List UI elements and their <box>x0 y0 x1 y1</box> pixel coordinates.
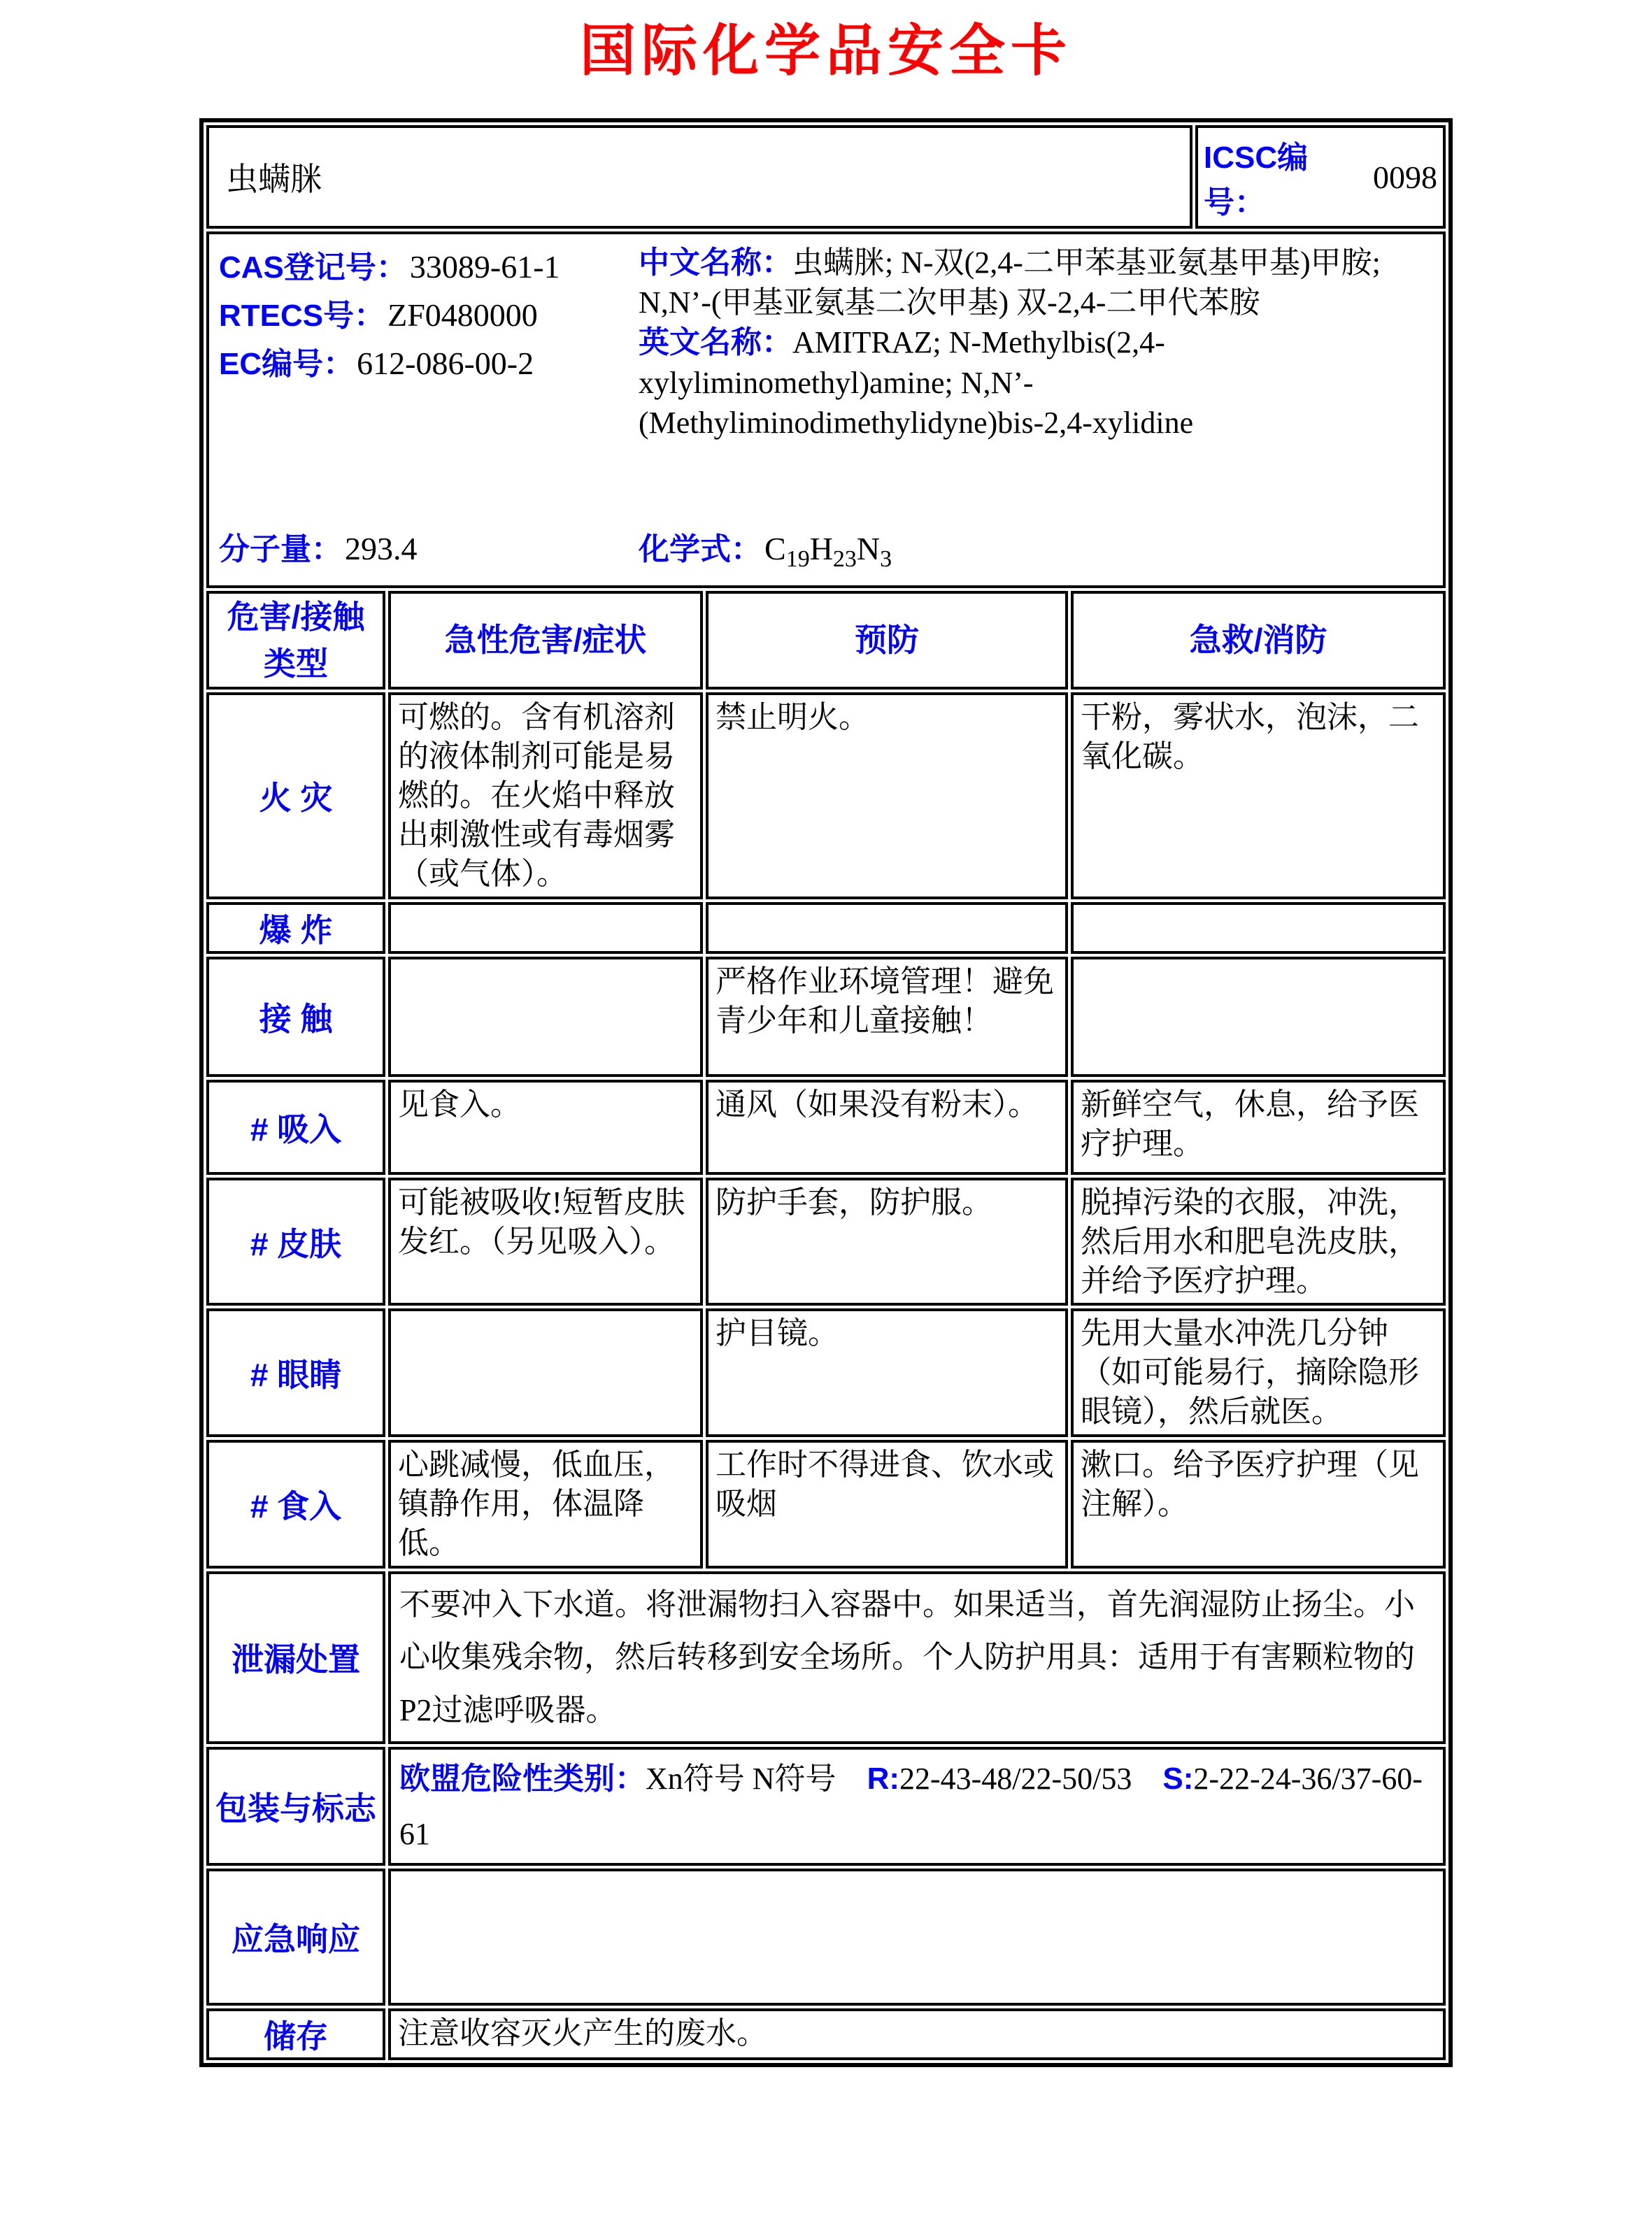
ingestion-symptom-cell: 心跳减慢，低血压，镇静作用，体温降低。 <box>388 1440 703 1569</box>
rtecs-value: ZF0480000 <box>387 297 538 333</box>
fire-prevention-cell: 禁止明火。 <box>706 692 1068 899</box>
explosion-type-cell: 爆 炸 <box>206 902 385 954</box>
molecular-weight-value: 293.4 <box>345 531 418 566</box>
packaging-type-cell: 包装与标志 <box>206 1747 385 1866</box>
icsc-number: 0098 <box>1373 159 1437 195</box>
table-header-row <box>206 591 1446 690</box>
ec-label: EC编号： <box>219 347 355 381</box>
skin-first-aid-cell: 脱掉污染的衣服，冲洗，然后用水和肥皂洗皮肤，并给予医疗护理。 <box>1071 1178 1446 1306</box>
page-title: 国际化学品安全卡 <box>580 17 1072 83</box>
cas-label: CAS登记号： <box>219 250 407 285</box>
table-row-explosion <box>206 902 1446 954</box>
header-acute-hazards: 急性危害/症状 <box>388 591 703 690</box>
ingestion-prevention-cell: 工作时不得进食、饮水或吸烟 <box>706 1440 1068 1569</box>
eyes-type-cell: # 眼睛 <box>206 1308 385 1437</box>
contact-type-cell: 接 触 <box>206 957 385 1077</box>
chinese-name-label: 中文名称： <box>639 245 792 280</box>
emergency-type-cell: 应急响应 <box>206 1869 385 2006</box>
cas-value: 33089-61-1 <box>409 249 560 285</box>
ingestion-type-cell: # 食入 <box>206 1440 385 1569</box>
spill-type-cell: 泄漏处置 <box>206 1571 385 1744</box>
table-row-skin <box>206 1178 1446 1306</box>
info-row <box>206 231 1446 588</box>
eu-hazard-class-label: 欧盟危险性类别： <box>399 1761 646 1796</box>
table-row-emergency-response <box>206 1869 1446 2006</box>
skin-prevention-cell: 防护手套，防护服。 <box>706 1178 1068 1306</box>
contact-prevention-cell: 严格作业环境管理！避免青少年和儿童接触！ <box>706 957 1068 1077</box>
substance-name: 虫螨脒 <box>226 162 322 197</box>
eu-hazard-class-value: Xn符号 N符号 <box>646 1761 836 1796</box>
safety-card <box>199 118 1453 2067</box>
header-hazard-type: 危害/接触 类型 <box>206 591 385 690</box>
fire-first-aid-cell: 干粉，雾状水，泡沫，二氧化碳。 <box>1071 692 1446 899</box>
rtecs-label: RTECS号： <box>219 299 385 333</box>
header-prevention: 预防 <box>706 591 1068 690</box>
icsc-label: ICSC编号： <box>1204 141 1309 220</box>
english-name-label: 英文名称： <box>639 325 792 360</box>
fire-type-cell: 火 灾 <box>206 692 385 899</box>
table-row-inhalation <box>206 1080 1446 1175</box>
explosion-prevention-cell <box>706 902 1068 954</box>
explosion-first-aid-cell <box>1071 902 1446 954</box>
contact-symptom-cell <box>388 957 703 1077</box>
table-row-eyes <box>206 1308 1446 1437</box>
table-row-storage <box>206 2008 1446 2060</box>
info-cell <box>206 231 1446 588</box>
molecular-weight-label: 分子量： <box>219 532 342 566</box>
ec-value: 612-086-00-2 <box>357 345 534 381</box>
inhalation-first-aid-cell: 新鲜空气，休息，给予医疗护理。 <box>1071 1080 1446 1175</box>
cas-line <box>219 243 639 291</box>
inhalation-symptom-cell: 见食入。 <box>388 1080 703 1175</box>
skin-type-cell: # 皮肤 <box>206 1178 385 1306</box>
r-phrases-value: 22-43-48/22-50/53 <box>899 1761 1132 1796</box>
s-phrases-value: 2-22-24-36/37-60-61 <box>399 1761 1423 1851</box>
s-phrases-label: S: <box>1162 1761 1194 1796</box>
spill-content-cell: 不要冲入下水道。将泄漏物扫入容器中。如果适当，首先润湿防止扬尘。小心收集残余物，然后转移到安全场所。个人防护用具：适用于有害颗粒物的P2过滤呼吸器。 <box>388 1571 1446 1744</box>
inhalation-type-cell: # 吸入 <box>206 1080 385 1175</box>
chinese-name-paragraph <box>639 243 1430 322</box>
packaging-content-cell <box>388 1747 1446 1866</box>
table-row-fire <box>206 692 1446 899</box>
english-name-paragraph <box>639 322 1430 443</box>
table-row-packaging <box>206 1747 1446 1866</box>
skin-symptom-cell: 可能被吸收!短暂皮肤发红。（另见吸入）。 <box>388 1178 703 1306</box>
identifiers-block <box>219 243 639 569</box>
inhalation-prevention-cell: 通风（如果没有粉末）。 <box>706 1080 1068 1175</box>
eyes-prevention-cell: 护目镜。 <box>706 1308 1068 1437</box>
names-block <box>639 243 1430 573</box>
storage-content-cell: 注意收容灭火产生的废水。 <box>388 2008 1446 2060</box>
ec-line <box>219 339 639 387</box>
ingestion-first-aid-cell: 漱口。给予医疗护理（见注解）。 <box>1071 1440 1446 1569</box>
header-first-aid: 急救/消防 <box>1071 591 1446 690</box>
name-row <box>206 125 1446 229</box>
contact-first-aid-cell <box>1071 957 1446 1077</box>
chinese-name-value: 虫螨脒; N-双(2,4-二甲苯基亚氨基甲基)甲胺; N,N’-(甲基亚氨基二次甲基) 双-2,4-二甲代苯胺 <box>639 245 1381 320</box>
icsc-number-cell <box>1195 125 1446 229</box>
table-row-contact <box>206 957 1446 1077</box>
formula-label: 化学式： <box>639 532 762 566</box>
table-row-spill-disposal <box>206 1571 1446 1744</box>
rtecs-line <box>219 291 639 339</box>
fire-symptom-cell: 可燃的。含有机溶剂的液体制剂可能是易燃的。在火焰中释放出刺激性或有毒烟雾（或气体）。 <box>388 692 703 899</box>
formula-line <box>639 524 1430 573</box>
r-phrases-label: R: <box>867 1761 899 1796</box>
english-name-value: AMITRAZ; N-Methylbis(2,4-xylyliminomethyl)amine; N,N’-(Methyliminodimethylidyne)bis-2,4-xylidine <box>639 325 1194 440</box>
storage-type-cell: 储存 <box>206 2008 385 2060</box>
emergency-content-cell <box>388 1869 1446 2006</box>
chemical-formula: $C_{19}H_{23}N_3$ <box>764 531 892 573</box>
substance-name-cell <box>206 125 1192 229</box>
table-row-ingestion <box>206 1440 1446 1569</box>
eyes-symptom-cell <box>388 1308 703 1437</box>
molecular-weight-line <box>219 524 639 569</box>
eyes-first-aid-cell: 先用大量水冲洗几分钟（如可能易行，摘除隐形眼镜），然后就医。 <box>1071 1308 1446 1437</box>
explosion-symptom-cell <box>388 902 703 954</box>
